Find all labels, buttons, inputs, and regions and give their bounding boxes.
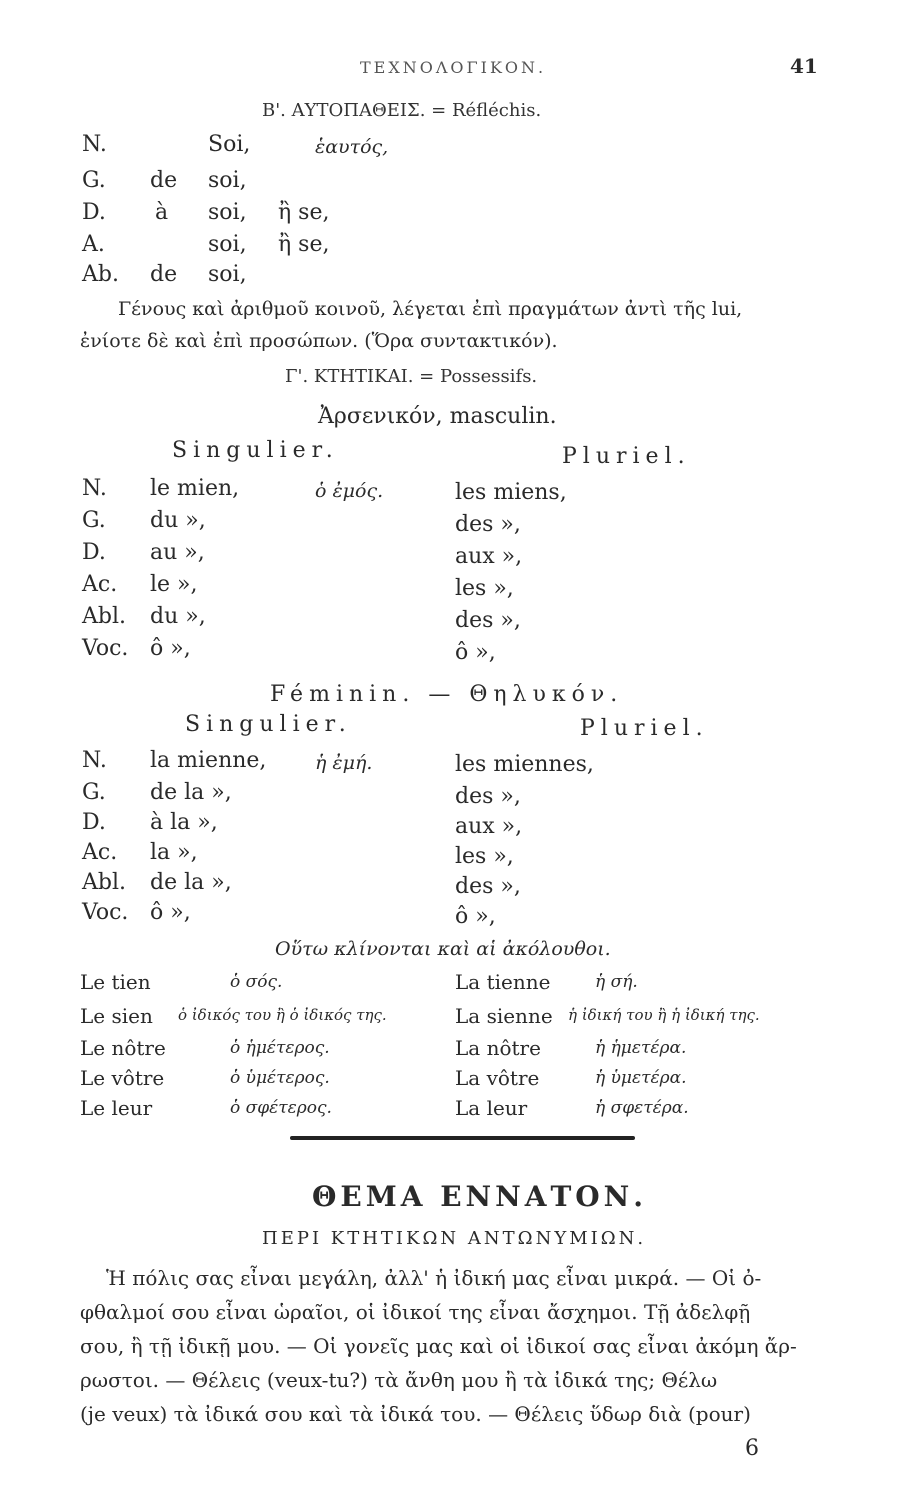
case-label: N. — [82, 132, 107, 157]
greek-form: ἡ ἐμή. — [315, 752, 373, 774]
case-label: N. — [82, 476, 107, 501]
running-title: ΤΕΧΝΟΛΟΓΙΚΟΝ. — [360, 58, 547, 77]
exercise-line: Ἡ πόλις σας εἶναι μεγάλη, ἀλλ' ἡ ἰδική μας εἶναι μικρά. — Οἱ ὀ- — [106, 1266, 762, 1290]
masc-pronoun: Le tien — [80, 970, 151, 994]
singular-form: le mien, — [150, 476, 240, 501]
exercise-line: σου, ἢ τῇ ἰδικῇ μου. — Οἱ γονεῖς μας καὶ οἱ ἰδικοί σας εἶναι ἀκόμη ἄρ- — [80, 1334, 797, 1358]
case-label: Ac. — [82, 840, 118, 865]
case-label: D. — [82, 200, 106, 225]
case-label: Ab. — [82, 262, 119, 287]
plural-form: ô », — [455, 640, 496, 665]
masc-singular-header: Singulier. — [172, 438, 339, 463]
case-label: N. — [82, 748, 107, 773]
plural-form: ô », — [455, 904, 496, 929]
plural-form: des », — [455, 608, 521, 633]
singular-form: de la », — [150, 780, 232, 805]
masc-greek: ὁ ἡμέτερος. — [230, 1038, 330, 1058]
alt-form: ἢ se, — [278, 200, 330, 225]
case-label: Voc. — [82, 900, 129, 925]
reflexive-note-line-1: Γένους καὶ ἀριθμοῦ κοινοῦ, λέγεται ἐπὶ πραγμάτων ἀντὶ τῆς lui, — [118, 298, 743, 320]
form: soi, — [208, 262, 247, 287]
reflexive-note-line-2: ἐνίοτε δὲ καὶ ἐπὶ προσώπων. (Ὅρα συντακτικόν). — [80, 330, 558, 352]
masc-greek: ὁ σός. — [230, 972, 283, 992]
plural-form: des », — [455, 874, 521, 899]
masc-pronoun: Le nôtre — [80, 1036, 166, 1060]
exercise-line: (je veux) τὰ ἰδικά σου καὶ τὰ ἰδικά του. — Θέλεις ὕδωρ διὰ (pour) — [80, 1402, 751, 1426]
possessive-heading: Γ'. ΚΤΗΤΙΚΑΙ. = Possessifs. — [285, 366, 538, 387]
masc-pronoun: Le sien — [80, 1004, 153, 1028]
case-label: G. — [82, 168, 106, 193]
greek-form: ὁ ἐμός. — [315, 480, 384, 502]
case-label: Ac. — [82, 572, 118, 597]
plural-form: les miens, — [455, 480, 567, 505]
page-number: 41 — [790, 54, 818, 78]
singular-form: de la », — [150, 870, 232, 895]
singular-form: du », — [150, 508, 206, 533]
plural-form: des », — [455, 784, 521, 809]
section-divider — [290, 1136, 635, 1140]
form: Soi, — [208, 132, 251, 157]
plural-form: aux », — [455, 814, 523, 839]
masc-pronoun: Le leur — [80, 1096, 153, 1120]
plural-form: les miennes, — [455, 752, 594, 777]
case-label: G. — [82, 508, 106, 533]
exercise-line: φθαλμοί σου εἶναι ὡραῖοι, οἱ ἰδικοί της εἶναι ἄσχημοι. Τῇ ἀδελφῇ — [80, 1300, 751, 1324]
fem-greek: ἡ σφετέρα. — [595, 1098, 689, 1118]
masc-pronoun: Le vôtre — [80, 1066, 165, 1090]
plural-form: les », — [455, 576, 514, 601]
masc-greek: ὁ ἰδικός του ἢ ὁ ἰδικός της. — [178, 1006, 387, 1024]
reflexive-heading: Β'. ΑΥΤΟΠΑΘΕΙΣ. = Réfléchis. — [262, 100, 542, 121]
signature-mark: 6 — [745, 1436, 759, 1461]
declension-note: Οὕτω κλίνονται καὶ αἱ ἀκόλουθοι. — [275, 938, 611, 960]
plural-form: aux », — [455, 544, 523, 569]
fem-plural-header: Pluriel. — [580, 716, 709, 741]
case-label: D. — [82, 540, 106, 565]
fem-pronoun: La vôtre — [455, 1066, 540, 1090]
preposition: de — [150, 168, 178, 193]
form: soi, — [208, 200, 247, 225]
singular-form: le », — [150, 572, 198, 597]
plural-form: des », — [455, 512, 521, 537]
form: soi, — [208, 232, 247, 257]
case-label: D. — [82, 810, 106, 835]
case-label: Voc. — [82, 636, 129, 661]
plural-form: les », — [455, 844, 514, 869]
preposition: à — [155, 200, 169, 225]
masc-greek: ὁ σφέτερος. — [230, 1098, 332, 1118]
fem-singular-header: Singulier. — [185, 712, 352, 737]
fem-greek: ἡ ἡμετέρα. — [595, 1038, 687, 1058]
fem-greek: ἡ ὑμετέρα. — [595, 1068, 687, 1088]
case-label: G. — [82, 780, 106, 805]
fem-greek: ἡ ἰδική του ἢ ἡ ἰδική της. — [568, 1006, 760, 1024]
fem-pronoun: La tienne — [455, 970, 551, 994]
case-label: Abl. — [82, 604, 126, 629]
singular-form: à la », — [150, 810, 218, 835]
masculine-label: Ἀρσενικόν, masculin. — [318, 404, 557, 429]
preposition: de — [150, 262, 178, 287]
lesson-subtitle: ΠΕΡΙ ΚΤΗΤΙΚΩΝ ΑΝΤΩΝΥΜΙΩΝ. — [262, 1228, 647, 1249]
feminine-label: Féminin. — Θηλυκόν. — [270, 682, 624, 707]
singular-form: la mienne, — [150, 748, 267, 773]
greek-form: ἑαυτός, — [315, 136, 389, 158]
singular-form: ô », — [150, 900, 191, 925]
case-label: A. — [82, 232, 105, 257]
fem-pronoun: La sienne — [455, 1004, 553, 1028]
alt-form: ἢ se, — [278, 232, 330, 257]
exercise-line: ρωστοι. — Θέλεις (veux-tu?) τὰ ἄνθη μου ἢ τὰ ἰδικά της; Θέλω — [80, 1368, 718, 1392]
masc-plural-header: Pluriel. — [562, 444, 691, 469]
lesson-title: ΘΕΜΑ ΕΝΝΑΤΟΝ. — [312, 1180, 648, 1213]
singular-form: ô », — [150, 636, 191, 661]
singular-form: au », — [150, 540, 205, 565]
singular-form: du », — [150, 604, 206, 629]
fem-greek: ἡ σή. — [595, 972, 638, 992]
fem-pronoun: La nôtre — [455, 1036, 541, 1060]
singular-form: la », — [150, 840, 198, 865]
masc-greek: ὁ ὑμέτερος. — [230, 1068, 330, 1088]
fem-pronoun: La leur — [455, 1096, 528, 1120]
case-label: Abl. — [82, 870, 126, 895]
form: soi, — [208, 168, 247, 193]
